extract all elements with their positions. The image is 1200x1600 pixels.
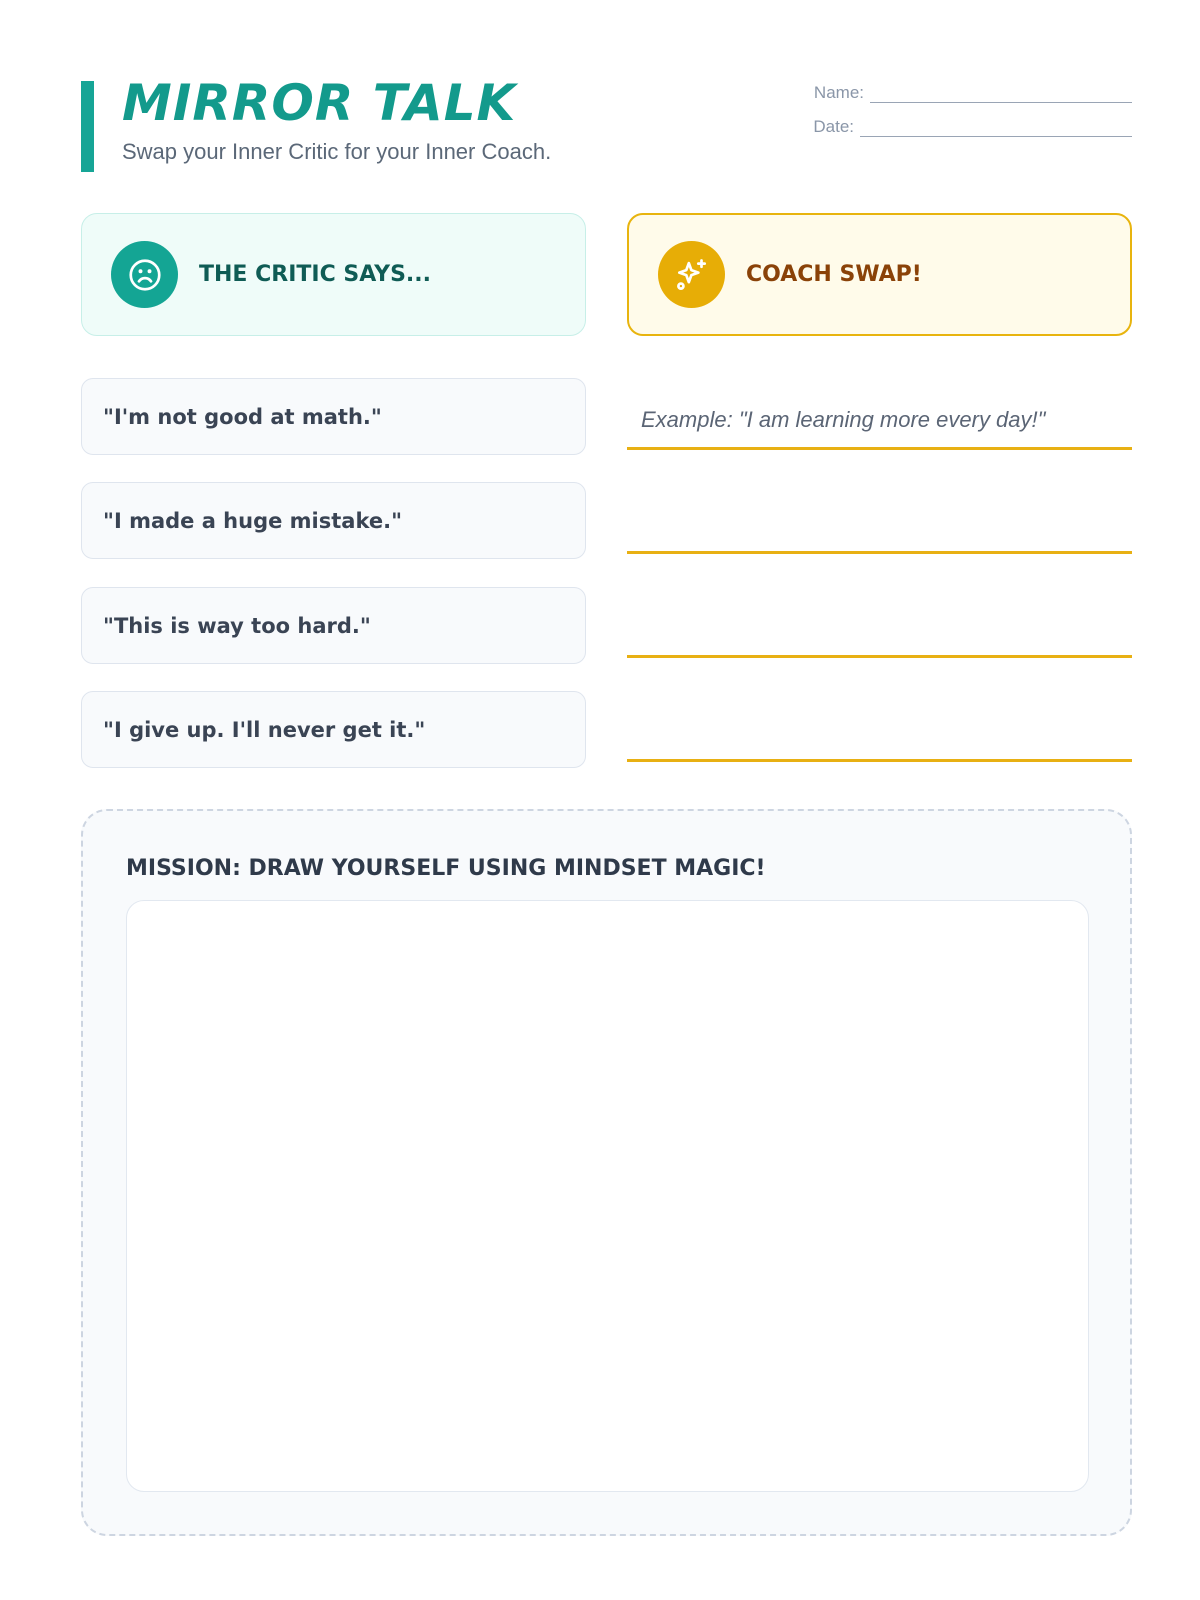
date-label: Date: — [813, 117, 854, 136]
critic-header — [81, 213, 586, 336]
coach-header — [627, 213, 1132, 336]
coach-heading: COACH SWAP! — [746, 262, 922, 287]
drawing-area[interactable] — [126, 900, 1089, 1492]
coach-answer-line-2[interactable] — [627, 484, 1132, 554]
critic-statement: "This is way too hard." — [81, 587, 586, 664]
mission-section — [81, 809, 1132, 1536]
title-accent-bar — [81, 81, 94, 172]
coach-answer-line-3[interactable] — [627, 588, 1132, 658]
sad-face-icon — [111, 241, 178, 308]
sparkles-icon — [658, 241, 725, 308]
critic-statement: "I'm not good at math." — [81, 378, 586, 455]
critic-statement: "I made a huge mistake." — [81, 482, 586, 559]
critic-heading: THE CRITIC SAYS... — [199, 262, 431, 287]
coach-answer-line-4[interactable] — [627, 692, 1132, 762]
name-label: Name: — [813, 83, 864, 102]
mission-title: MISSION: DRAW YOURSELF USING MINDSET MAGIC! — [126, 856, 766, 881]
coach-example-text: Example: "I am learning more every day!" — [641, 407, 1046, 432]
name-write-line[interactable] — [870, 89, 1132, 103]
page-subtitle: Swap your Inner Critic for your Inner Coach. — [122, 139, 552, 164]
name-field[interactable] — [814, 83, 1132, 103]
coach-answer-line-1[interactable] — [627, 380, 1132, 450]
date-write-line[interactable] — [860, 123, 1132, 137]
page-title: MIRROR TALK — [122, 74, 517, 132]
critic-statement: "I give up. I'll never get it." — [81, 691, 586, 768]
date-field[interactable] — [813, 117, 1132, 137]
